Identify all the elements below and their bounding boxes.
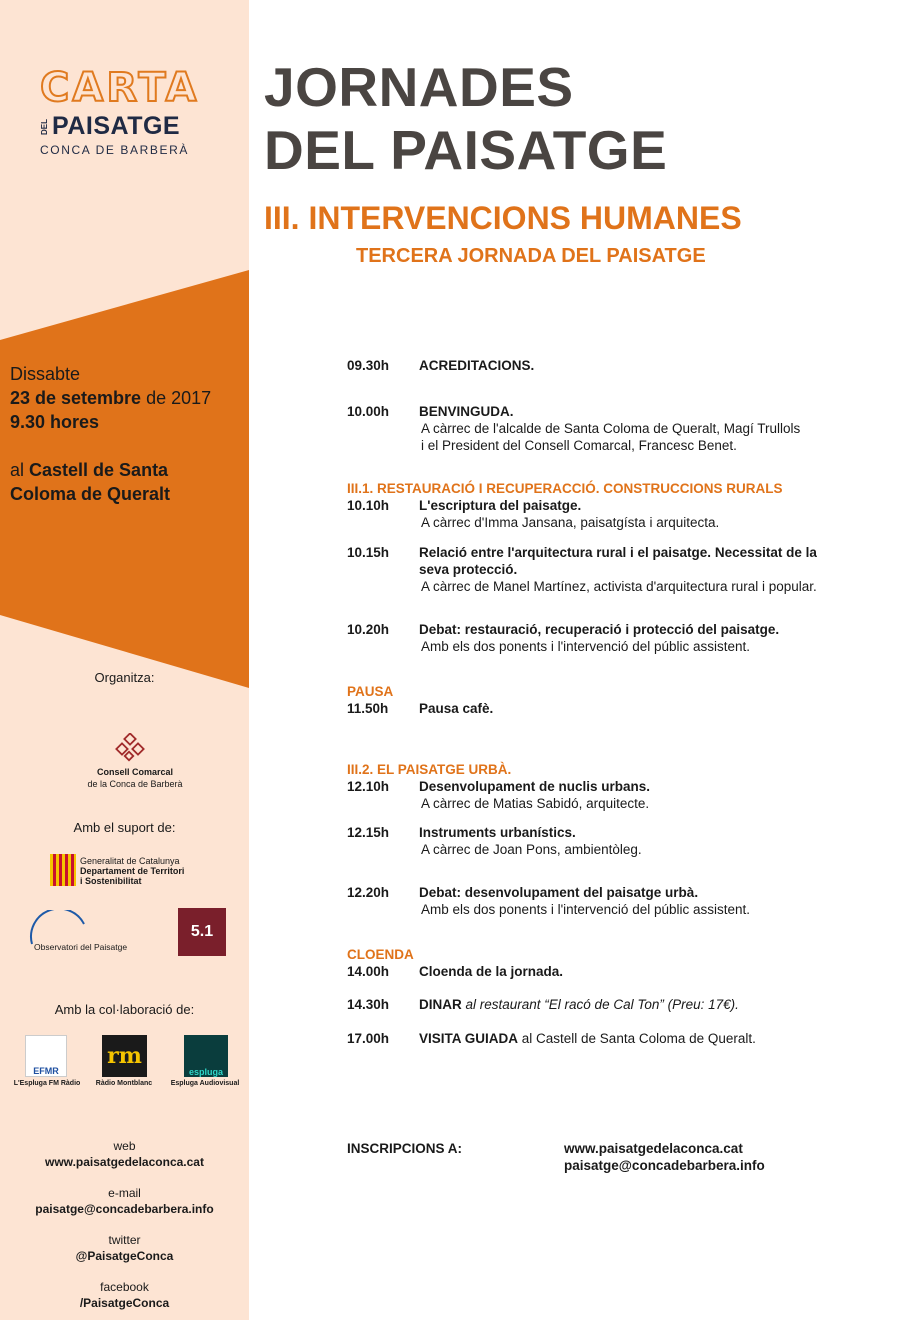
logo-del: DEL — [40, 118, 49, 135]
partner-name-3: Espluga Audiovisual — [170, 1080, 240, 1087]
program-head: Cloenda de la jornada. — [419, 964, 564, 979]
program-sub: Amb els dos ponents i l'intervenció del públic assistent. — [421, 902, 751, 917]
page-subtitle: III. INTERVENCIONS HUMANES — [264, 200, 742, 236]
program-time: 14.30h — [347, 997, 390, 1012]
badge-51-logo: 5.1 — [178, 908, 226, 956]
colaboracio-label: Amb la col·laboració de: — [54, 1002, 195, 1017]
program-head: L'escriptura del paisatge. — [419, 498, 582, 513]
generalitat-line3: i Sostenibilitat — [80, 876, 142, 886]
contact-twitter-value[interactable]: @PaisatgeConca — [75, 1249, 174, 1263]
contact-web-value[interactable]: www.paisatgedelaconca.cat — [45, 1155, 204, 1169]
program-head: Debat: restauració, recuperació i protecció del paisatge. — [419, 622, 780, 637]
program-time: 14.00h — [347, 964, 390, 979]
program-head: Instruments urbanístics. — [419, 825, 576, 840]
program-time: 10.00h — [347, 404, 390, 419]
program-sub: A càrrec de Manel Martínez, activista d'arquitectura rural i popular. — [421, 579, 817, 594]
inscripcions-web-link[interactable]: www.paisatgedelaconca.cat — [564, 1141, 743, 1156]
suport-label: Amb el suport de: — [73, 820, 176, 835]
observatori-name: Observatori del Paisatge — [34, 942, 128, 952]
consell-comarcal-logo-icon — [112, 733, 152, 763]
espluga-audiovisual-logo: espluga — [184, 1035, 228, 1077]
program-time: 10.10h — [347, 498, 390, 513]
program-rest: al Castell de Santa Coloma de Queralt. — [518, 1031, 756, 1046]
contact-email — [0, 1185, 249, 1217]
contact-twitter-key: twitter — [108, 1233, 141, 1247]
program-time: 11.50h — [347, 701, 389, 716]
logo-paisatge: PAISATGE — [52, 112, 181, 140]
program-sub: A càrrec d'Imma Jansana, paisatgísta i arquitecta. — [421, 515, 720, 530]
logo-carta: CARTA — [40, 65, 200, 111]
program-head: BENVINGUDA. — [419, 404, 514, 419]
contact-facebook-value[interactable]: /PaisatgeConca — [79, 1296, 170, 1310]
contact-email-value[interactable]: paisatge@concadebarbera.info — [35, 1202, 214, 1216]
program-time: 12.10h — [347, 779, 390, 794]
contact-email-key: e-mail — [108, 1186, 141, 1200]
radio-montblanc-logo: rm — [102, 1035, 147, 1077]
partner-name-2: Ràdio Montblanc — [95, 1080, 153, 1087]
program-head: VISITA GUIADA — [419, 1031, 519, 1046]
program-head: Relació entre l'arquitectura rural i el paisatge. Necessitat de la — [419, 545, 817, 560]
program-time: 10.15h — [347, 545, 390, 560]
generalitat-line2: Departament de Territori — [80, 866, 185, 876]
contact-facebook — [0, 1279, 249, 1311]
program-time: 17.00h — [347, 1031, 390, 1046]
contact-twitter — [0, 1232, 249, 1264]
program-head: DINAR — [419, 997, 462, 1012]
section-heading: CLOENDA — [347, 947, 414, 962]
consell-line2: de la Conca de Barberà — [87, 779, 183, 789]
program-sub: i el President del Consell Comarcal, Francesc Benet. — [421, 438, 737, 453]
program-time: 09.30h — [347, 358, 390, 373]
section-heading: III.1. RESTAURACIÓ I RECUPERACCIÓ. CONSTRUCCIONS RURALS — [347, 481, 783, 496]
contact-web-key: web — [113, 1139, 136, 1153]
program-time: 10.20h — [347, 622, 390, 637]
program-time: 12.20h — [347, 885, 390, 900]
orange-band — [0, 0, 249, 1320]
program-time: 12.15h — [347, 825, 390, 840]
sidebar — [0, 0, 249, 1320]
consell-line1: Consell Comarcal — [96, 767, 174, 777]
program-head: Desenvolupament de nuclis urbans. — [419, 779, 651, 794]
program-head: ACREDITACIONS. — [419, 358, 535, 373]
contact-facebook-key: facebook — [100, 1280, 149, 1294]
organitza-label: Organitza: — [94, 670, 155, 685]
place-line2: Coloma de Queralt — [10, 484, 171, 504]
contact-web — [0, 1138, 249, 1170]
program-head: Pausa cafè. — [419, 701, 494, 716]
program-rest: al restaurant “El racó de Cal Ton” (Preu: 17€). — [461, 997, 739, 1012]
program-sub: A càrrec de Joan Pons, ambientòleg. — [421, 842, 642, 857]
program-head: seva protecció. — [419, 562, 518, 577]
page-title — [264, 56, 667, 182]
date-rest: de 2017 — [141, 388, 212, 408]
consell-comarcal-name — [70, 766, 200, 790]
section-heading: III.2. EL PAISATGE URBÀ. — [347, 762, 512, 777]
inscripcions-label: INSCRIPCIONS A: — [347, 1141, 463, 1156]
generalitat-name — [80, 856, 210, 886]
page-subtitle-2: TERCERA JORNADA DEL PAISATGE — [356, 245, 706, 267]
observatori-arc-icon — [28, 910, 88, 946]
event-date — [10, 362, 245, 506]
inscripcions-email-link[interactable]: paisatge@concadebarbera.info — [564, 1158, 765, 1173]
event-time: 9.30 hores — [10, 412, 100, 432]
date-bold: 23 de setembre — [10, 388, 142, 408]
section-heading: PAUSA — [347, 684, 394, 699]
title-line1: JORNADES — [264, 56, 574, 118]
place-line1: Castell de Santa — [29, 460, 169, 480]
partner-name-1: L'Espluga FM Ràdio — [13, 1080, 81, 1087]
program-sub: Amb els dos ponents i l'intervenció del públic assistent. — [421, 639, 751, 654]
generalitat-shield-icon — [50, 854, 76, 886]
espluga-fm-logo: EFMR — [25, 1035, 67, 1077]
program-head: Debat: desenvolupament del paisatge urbà. — [419, 885, 699, 900]
title-line2: DEL PAISATGE — [264, 119, 668, 181]
program-sub: A càrrec de l'alcalde de Santa Coloma de Queralt, Magí Trullols — [421, 421, 801, 436]
generalitat-line1: Generalitat de Catalunya — [80, 856, 180, 866]
program-sub: A càrrec de Matias Sabidó, arquitecte. — [421, 796, 650, 811]
logo-conca: CONCA DE BARBERÀ — [40, 143, 189, 157]
day-label: Dissabte — [10, 364, 81, 384]
place-prefix: al — [10, 460, 30, 480]
carta-paisatge-logo — [40, 66, 210, 157]
